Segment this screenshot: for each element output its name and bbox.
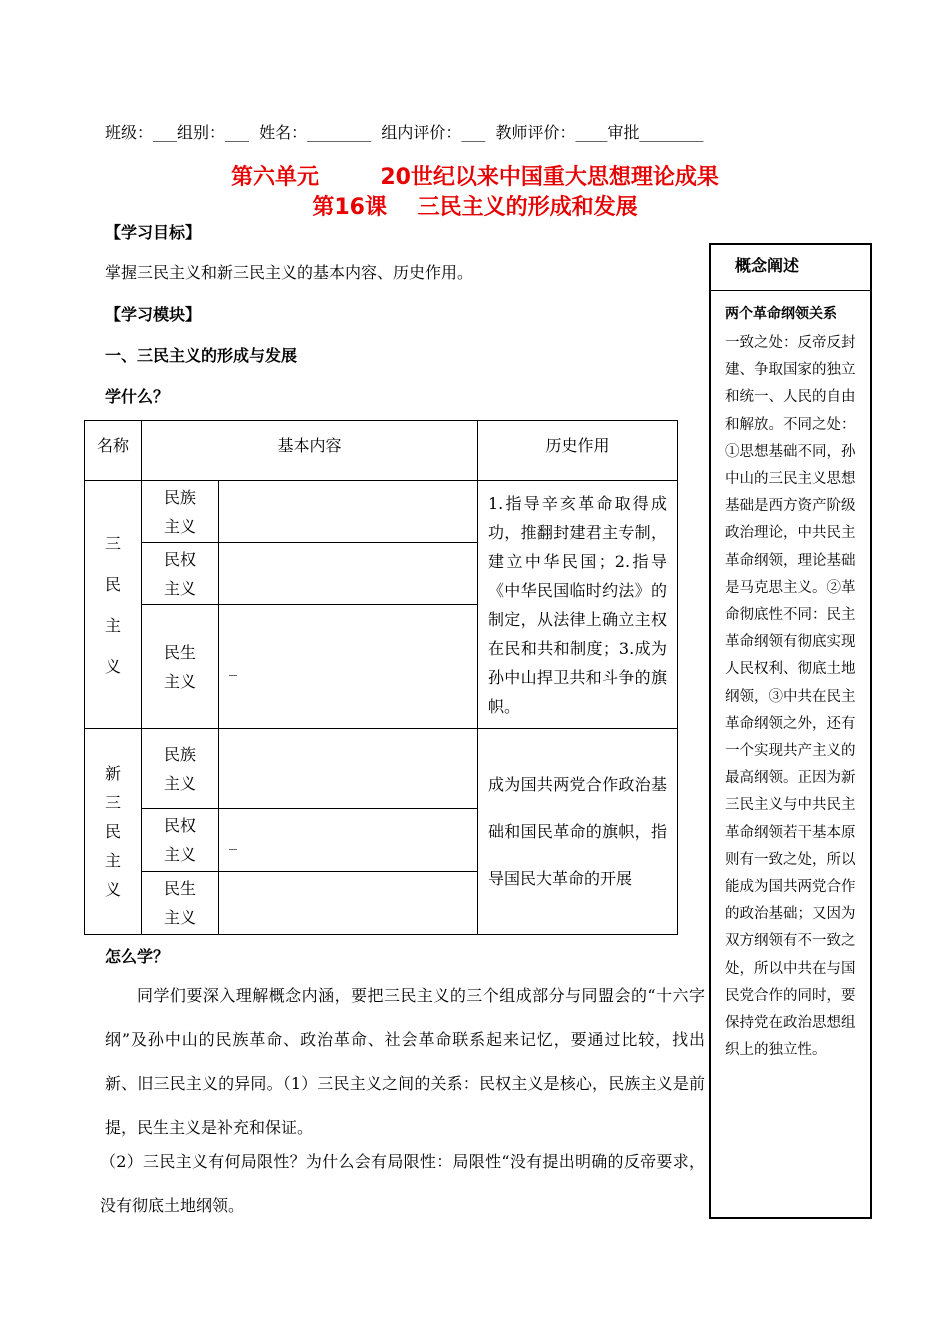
group-name-sanmin — [85, 481, 142, 729]
content-cell[interactable] — [219, 543, 478, 605]
name-char: 三 — [104, 793, 121, 812]
name-char: 民 — [104, 574, 121, 594]
sub-name — [142, 872, 219, 935]
header-content: 基本内容 — [142, 421, 478, 481]
content-cell[interactable] — [219, 729, 478, 809]
name-char: 主 — [104, 615, 121, 635]
history-cell: 成为国共两党合作政治基础和国民革命的旗帜，指导国民大革命的开展 — [478, 729, 678, 935]
goal-text: 掌握三民主义和新三民主义的基本内容、历史作用。 — [105, 263, 474, 282]
history-cell: 1.指导辛亥革命取得成功，推翻封建君主专制，建立中华民国；2.指导《中华民国临时约法》的制定，从法律上确立主权在民和共和制度；3.成为孙中山捍卫共和斗争的旗帜。 — [478, 481, 678, 729]
sub-char: 民权 — [163, 549, 196, 569]
header-name: 名称 — [85, 421, 142, 481]
sub-char: 主义 — [163, 671, 196, 691]
table-header-row — [85, 421, 678, 481]
content-cell[interactable]: _ — [219, 809, 478, 872]
name-char: 义 — [104, 656, 121, 676]
module-heading: 【学习模块】 — [105, 305, 202, 324]
sidebar-subheading: 两个革命纲领关系 — [725, 306, 837, 322]
lesson-title: 第16课 三民主义的形成和发展 — [312, 195, 638, 220]
name-char: 民 — [104, 822, 121, 841]
name-char: 义 — [104, 880, 121, 899]
what-heading: 学什么？ — [105, 387, 170, 406]
how-paragraph-1: 同学们要深入理解概念内涵，要把三民主义的三个组成部分与同盟会的“十六字纲”及孙中山的民族革命、政治革命、社会革命联系起来记忆，要通过比较，找出新、旧三民主义的异同。（1）三民主义之间的关系：民权主义是核心，民族主义是前提，民生主义是补充和保证。 — [105, 986, 705, 1137]
sub-char: 民生 — [163, 642, 196, 662]
content-cell[interactable]: _ — [219, 605, 478, 729]
sub-char: 民族 — [163, 487, 196, 507]
sub-name — [142, 809, 219, 872]
sub-name — [142, 729, 219, 809]
unit-title: 第六单元 20世纪以来中国重大思想理论成果 — [231, 165, 719, 190]
name-char: 三 — [104, 533, 121, 553]
sub-char: 主义 — [163, 845, 196, 864]
sub-char: 主义 — [163, 516, 196, 536]
goal-heading: 【学习目标】 — [105, 223, 202, 242]
header-history: 历史作用 — [478, 421, 678, 481]
name-char: 新 — [104, 764, 121, 783]
header-info-line: 班级：___组别：___ 姓名：________ 组内评价：___ 教师评价：____审批________ — [105, 123, 704, 142]
sub-char: 民族 — [163, 744, 196, 764]
table-row — [85, 729, 678, 809]
table-row — [85, 481, 678, 543]
sub-char: 民生 — [163, 879, 196, 898]
concept-sidebar — [709, 243, 872, 1219]
sidebar-heading: 概念阐述 — [711, 245, 870, 291]
how-heading: 怎么学？ — [105, 947, 170, 966]
content-table — [84, 420, 678, 935]
content-cell[interactable] — [219, 872, 478, 935]
sub-char: 主义 — [163, 908, 196, 927]
sidebar-body-text: 一致之处：反帝反封建、争取国家的独立和统一、人民的自由和解放。不同之处：①思想基础不同，孙中山的三民主义思想基础是西方资产阶级政治理论，中共民主革命纲领，理论基础是马克思主义。②革命彻底性不同：民主革命纲领有彻底实现人民权利、彻底土地纲领，③中共在民主革命纲领之外，还有一个实现共产主义的最高纲领。正因为新三民主义与中共民主革命纲领若干基本原则有一致之处，所以能成为国共两党合作的政治基础；又因为双方纲领有不一致之处，所以中共在与国民党合作的同时，要保持党在政治思想组织上的独立性。 — [725, 335, 856, 1059]
name-char: 主 — [104, 851, 121, 870]
sub-char: 主义 — [163, 578, 196, 598]
sub-name — [142, 605, 219, 729]
sub-name — [142, 543, 219, 605]
group-name-xin-sanmin — [85, 729, 142, 935]
sub-name — [142, 481, 219, 543]
content-cell[interactable] — [219, 481, 478, 543]
how-paragraph-2: （2）三民主义有何局限性？为什么会有局限性：局限性“没有提出明确的反帝要求，没有彻底土地纲领。 — [100, 1152, 705, 1215]
module-title: 一、三民主义的形成与发展 — [105, 346, 298, 365]
sub-char: 民权 — [163, 816, 196, 835]
sub-char: 主义 — [163, 773, 196, 793]
